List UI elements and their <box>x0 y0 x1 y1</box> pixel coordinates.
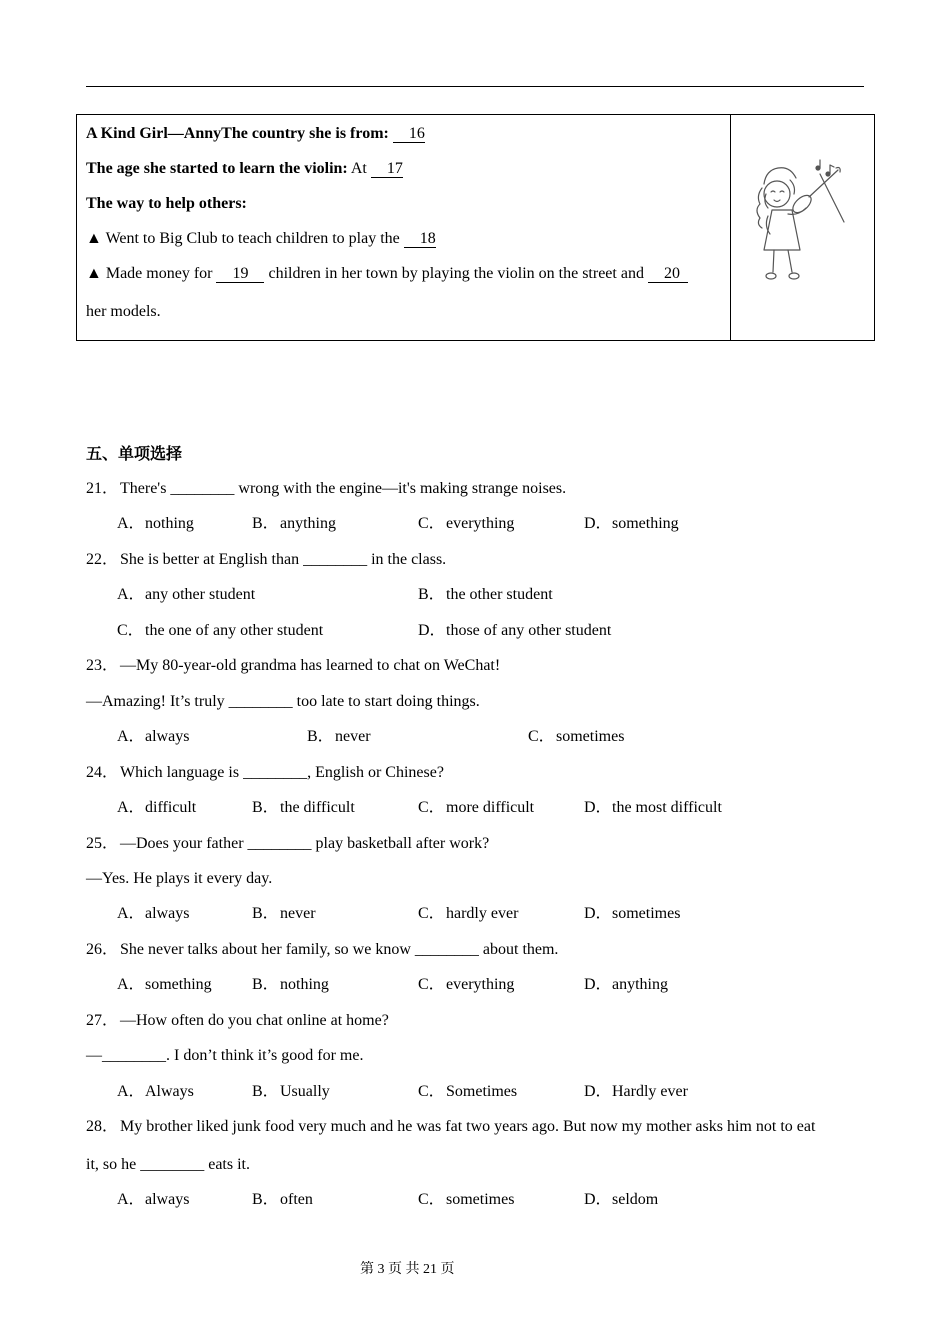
option-23-b <box>307 727 371 747</box>
info-bullet-2-text-after: children in her town by playing the violin on the street and <box>268 265 644 282</box>
option-label: B． <box>252 515 279 532</box>
girl-hair <box>757 168 796 228</box>
girl-playing-violin-icon <box>752 158 852 288</box>
question-stem: —Yes. He plays it every day. <box>86 870 273 887</box>
option-22-b <box>418 585 553 605</box>
question-stem: My brother liked junk food very much and he was fat two years ago. But now my mother asks him not to eat <box>120 1118 816 1135</box>
option-26-c <box>418 975 514 995</box>
option-text: Always <box>145 1083 194 1100</box>
question-number: 25． <box>86 835 119 852</box>
option-28-b <box>252 1190 313 1210</box>
option-25-d <box>584 904 680 924</box>
question-25 <box>86 834 489 854</box>
girl-head <box>764 181 790 207</box>
option-21-b <box>252 514 336 534</box>
option-text: difficult <box>145 799 197 816</box>
option-label: B． <box>252 1191 279 1208</box>
option-text: the difficult <box>280 799 355 816</box>
question-26 <box>86 940 558 960</box>
option-24-c <box>418 798 534 818</box>
header-rule <box>86 86 864 87</box>
option-26-b <box>252 975 329 995</box>
option-text: more difficult <box>446 799 535 816</box>
option-label: D． <box>418 622 446 639</box>
option-label: C． <box>418 905 445 922</box>
option-27-d <box>584 1082 688 1102</box>
option-label: A． <box>117 515 145 532</box>
option-24-a <box>117 798 196 818</box>
option-label: A． <box>117 905 145 922</box>
blank-20: 20 <box>648 265 688 283</box>
info-line-age <box>86 159 403 179</box>
option-label: A． <box>117 976 145 993</box>
question-23 <box>86 656 500 676</box>
question-number: 22． <box>86 551 119 568</box>
question-number: 23． <box>86 657 119 674</box>
option-27-c <box>418 1082 517 1102</box>
option-21-a <box>117 514 194 534</box>
option-text: Sometimes <box>446 1083 518 1100</box>
question-stem: —________. I don’t think it’s good for me. <box>86 1047 364 1064</box>
option-label: A． <box>117 799 145 816</box>
question-number: 24． <box>86 764 119 781</box>
triangle-bullet-icon: ▲ <box>86 265 102 282</box>
info-bullet-2-continuation <box>86 302 161 322</box>
option-label: B． <box>252 905 279 922</box>
violin-bow <box>820 174 844 222</box>
blank-18: 18 <box>404 230 436 248</box>
option-27-b <box>252 1082 330 1102</box>
option-23-c <box>528 727 624 747</box>
option-21-d <box>584 514 679 534</box>
info-line-help <box>86 194 247 214</box>
option-text: everything <box>446 515 515 532</box>
option-22-a <box>117 585 255 605</box>
option-label: B． <box>307 728 334 745</box>
info-table <box>76 114 875 341</box>
option-label: B． <box>418 586 445 603</box>
question-stem: —My 80-year-old grandma has learned to chat on WeChat! <box>120 657 501 674</box>
table-column-divider <box>730 115 731 340</box>
option-label: C． <box>117 622 144 639</box>
question-stem: —Does your father ________ play basketball after work? <box>120 835 490 852</box>
question-number: 26． <box>86 941 119 958</box>
option-text: the other student <box>446 586 553 603</box>
option-text: everything <box>446 976 515 993</box>
info-label-help: The way to help others: <box>86 195 247 212</box>
option-text: seldom <box>612 1191 659 1208</box>
blank-19: 19 <box>216 265 264 283</box>
option-25-c <box>418 904 518 924</box>
info-bullet-2 <box>86 264 688 284</box>
question-21 <box>86 479 566 499</box>
option-21-c <box>418 514 514 534</box>
triangle-bullet-icon: ▲ <box>86 230 102 247</box>
option-text: never <box>335 728 371 745</box>
option-text: always <box>145 1191 190 1208</box>
info-label-country: A Kind Girl—AnnyThe country she is from: <box>86 125 389 142</box>
option-label: A． <box>117 586 145 603</box>
info-bullet-1 <box>86 229 436 249</box>
option-text: anything <box>280 515 336 532</box>
option-label: C． <box>418 1083 445 1100</box>
option-label: D． <box>584 1191 612 1208</box>
option-label: D． <box>584 1083 612 1100</box>
option-label: D． <box>584 799 612 816</box>
option-23-a <box>117 727 189 747</box>
option-text: always <box>145 728 190 745</box>
option-24-b <box>252 798 355 818</box>
option-label: B． <box>252 1083 279 1100</box>
question-28 <box>86 1117 815 1137</box>
option-text: the one of any other student <box>145 622 324 639</box>
question-stem: She never talks about her family, so we know ________ about them. <box>120 941 559 958</box>
option-text: Usually <box>280 1083 330 1100</box>
option-text: those of any other student <box>446 622 612 639</box>
question-23-line-2 <box>86 692 480 712</box>
info-bullet-1-text: Went to Big Club to teach children to play the <box>105 230 400 247</box>
info-bullet-2-continuation-text: her models. <box>86 303 161 320</box>
option-28-d <box>584 1190 658 1210</box>
option-label: D． <box>584 976 612 993</box>
option-25-b <box>252 904 316 924</box>
option-text: nothing <box>280 976 329 993</box>
question-stem: —Amazing! It’s truly ________ too late to start doing things. <box>86 693 480 710</box>
option-label: B． <box>252 976 279 993</box>
option-text: something <box>612 515 679 532</box>
option-text: sometimes <box>612 905 681 922</box>
option-text: anything <box>612 976 668 993</box>
music-notes-icon <box>816 160 834 176</box>
page-footer: 第 3 页 共 21 页 <box>360 1262 455 1277</box>
option-label: D． <box>584 905 612 922</box>
option-text: any other student <box>145 586 256 603</box>
option-27-a <box>117 1082 194 1102</box>
option-text: often <box>280 1191 313 1208</box>
violin-icon <box>790 168 840 216</box>
option-22-c <box>117 621 323 641</box>
girl-dress <box>764 210 800 250</box>
question-stem: it, so he ________ eats it. <box>86 1156 250 1173</box>
option-24-d <box>584 798 722 818</box>
question-stem: She is better at English than ________ in the class. <box>120 551 447 568</box>
option-22-d <box>418 621 611 641</box>
option-text: never <box>280 905 316 922</box>
option-label: D． <box>584 515 612 532</box>
question-28-line-2 <box>86 1155 250 1175</box>
blank-16: 16 <box>393 125 425 143</box>
option-26-d <box>584 975 668 995</box>
section-title: 五、单项选择 <box>86 446 183 463</box>
question-27 <box>86 1011 389 1031</box>
question-22 <box>86 550 446 570</box>
question-stem: There's ________ wrong with the engine—it's making strange noises. <box>120 480 567 497</box>
question-number: 27． <box>86 1012 119 1029</box>
info-bullet-2-text-before: Made money for <box>105 265 213 282</box>
question-stem: Which language is ________, English or Chinese? <box>120 764 444 781</box>
option-text: something <box>145 976 212 993</box>
option-label: A． <box>117 1191 145 1208</box>
option-text: always <box>145 905 190 922</box>
option-26-a <box>117 975 212 995</box>
info-age-prefix: At <box>350 160 367 177</box>
option-text: sometimes <box>556 728 625 745</box>
blank-17: 17 <box>371 160 403 178</box>
option-28-c <box>418 1190 514 1210</box>
option-label: B． <box>252 799 279 816</box>
option-text: hardly ever <box>446 905 519 922</box>
question-number: 28． <box>86 1118 119 1135</box>
option-label: C． <box>418 515 445 532</box>
option-label: C． <box>418 976 445 993</box>
option-label: A． <box>117 1083 145 1100</box>
option-label: A． <box>117 728 145 745</box>
option-label: C． <box>418 799 445 816</box>
option-text: nothing <box>145 515 194 532</box>
option-text: sometimes <box>446 1191 515 1208</box>
info-line-country <box>86 124 425 144</box>
question-stem: —How often do you chat online at home? <box>120 1012 389 1029</box>
option-25-a <box>117 904 189 924</box>
question-24 <box>86 763 444 783</box>
info-label-age: The age she started to learn the violin: <box>86 160 348 177</box>
option-label: C． <box>528 728 555 745</box>
option-text: Hardly ever <box>612 1083 688 1100</box>
question-number: 21． <box>86 480 119 497</box>
question-27-line-2 <box>86 1046 363 1066</box>
option-28-a <box>117 1190 189 1210</box>
question-25-line-2 <box>86 869 272 889</box>
option-label: C． <box>418 1191 445 1208</box>
option-text: the most difficult <box>612 799 722 816</box>
